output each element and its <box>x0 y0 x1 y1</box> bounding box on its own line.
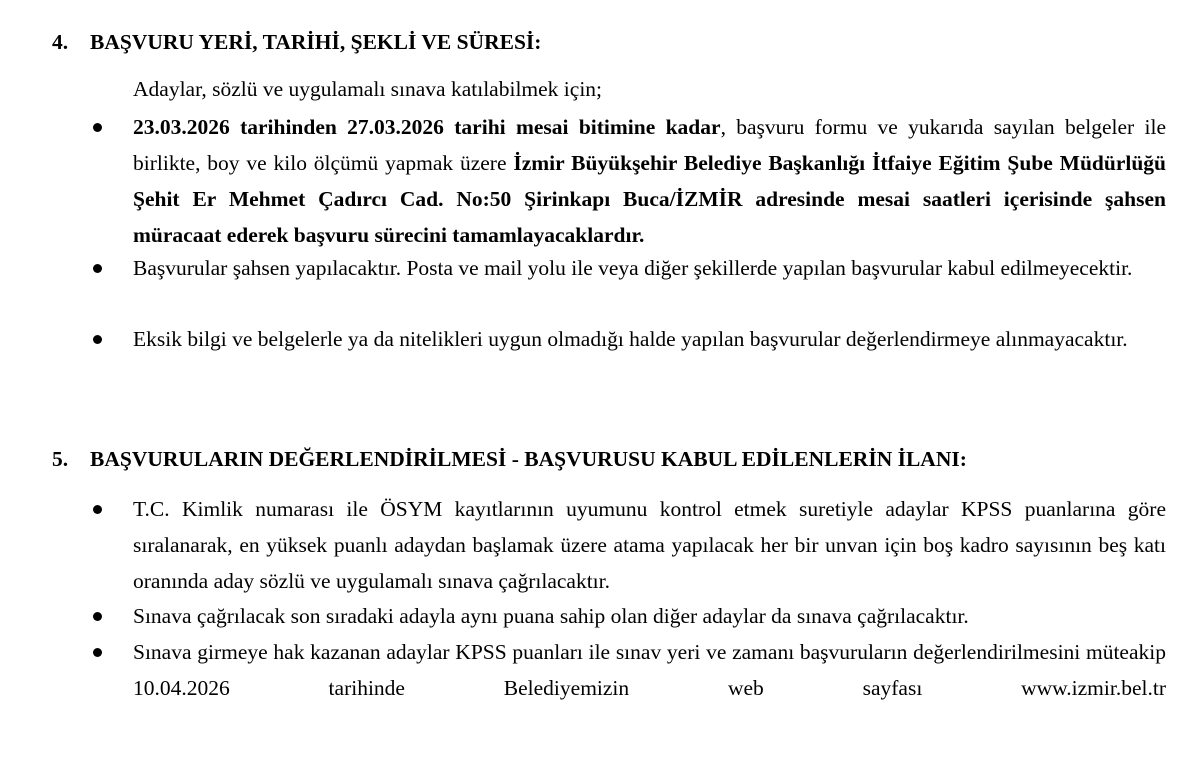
section-4-number: 4. <box>52 30 69 54</box>
application-date-range: 23.03.2026 tarihinden 27.03.2026 tarihi mesai bitimine kadar <box>133 115 721 139</box>
section-4-bullet-2: Başvurular şahsen yapılacaktır. Posta ve mail yolu ile veya diğer şekillerde yapılan başvurular kabul edilmeyecektir. <box>133 256 1133 280</box>
section-4-heading <box>52 28 541 56</box>
section-4-bullet-1 <box>133 109 1166 253</box>
section-4-intro: Adaylar, sözlü ve uygulamalı sınava katılabilmek için; <box>133 77 603 101</box>
section-5-bullet-1: T.C. Kimlik numarası ile ÖSYM kayıtlarının uyumunu kontrol etmek suretiyle adaylar KPSS puanlarına göre sıralanarak, en yüksek puanlı adaydan başlamak üzere atama yapılacak her bir unvan için boş kadro sayısının beş katı oranında aday sözlü ve uygulamalı sınava çağrılacaktır. <box>133 497 1166 593</box>
bullet-icon <box>93 123 102 132</box>
bullet-icon <box>93 335 102 344</box>
section-5-title: BAŞVURULARIN DEĞERLENDİRİLMESİ - BAŞVURUSU KABUL EDİLENLERİN İLANI: <box>90 447 967 471</box>
bullet-icon <box>93 612 102 621</box>
section-5-number: 5. <box>52 447 69 471</box>
section-4-bullet-3: Eksik bilgi ve belgelerle ya da nitelikleri uygun olmadığı halde yapılan başvurular değerlendirmeye alınmayacaktır. <box>133 327 1128 351</box>
section-5-bullet-3: Sınava girmeye hak kazanan adaylar KPSS puanları ile sınav yeri ve zamanı başvuruların değerlendirilmesini müteakip 10.04.2026 tarihinde Belediyemizin web sayfası www.izmir.bel.tr <box>133 640 1166 700</box>
bullet-icon <box>93 264 102 273</box>
section-5-bullet-2: Sınava çağrılacak son sıradaki adayla aynı puana sahip olan diğer adaylar da sınava çağrılacaktır. <box>133 604 969 628</box>
bullet-icon <box>93 648 102 657</box>
application-instructions: , başvuru formu ve yukarıda sayılan belgeler ile birlikte, boy ve kilo ölçümü yapmak üzere <box>133 115 1166 175</box>
application-address: İzmir Büyükşehir Belediye Başkanlığı İtfaiye Eğitim Şube Müdürlüğü Şehit Er Mehmet Çadırcı Cad. No:50 Şirinkapı Buca/İZMİR adresinde mesai saatleri içerisinde şahsen müracaat ederek başvuru sürecini tamamlayacaklardır. <box>133 151 1166 247</box>
bullet-icon <box>93 505 102 514</box>
section-4-title: BAŞVURU YERİ, TARİHİ, ŞEKLİ VE SÜRESİ: <box>90 30 542 54</box>
section-5-heading <box>52 445 967 473</box>
